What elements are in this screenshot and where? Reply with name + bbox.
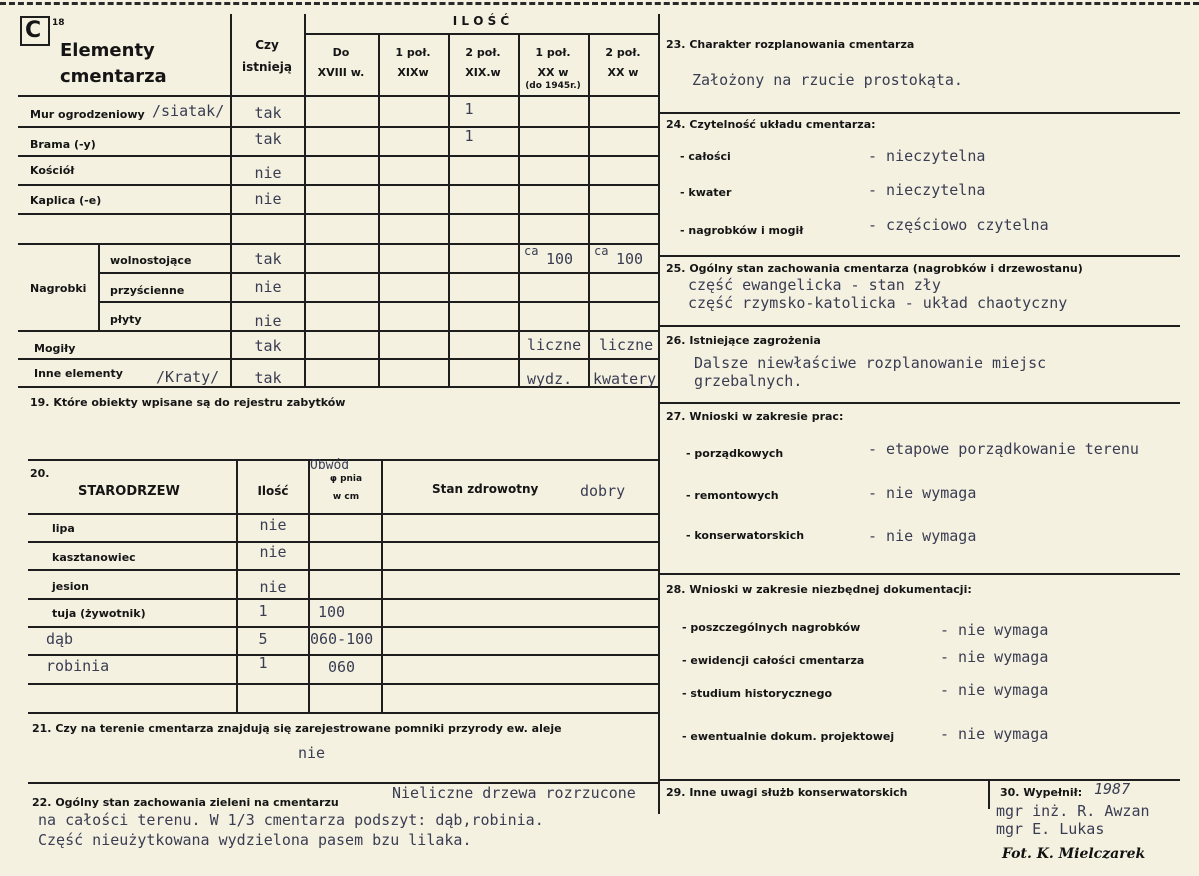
- grid-line: [98, 301, 658, 303]
- grid-line: [660, 325, 1180, 327]
- q25-line1: część ewangelicka - stan zły: [688, 276, 941, 294]
- grid-line: [18, 184, 658, 186]
- q24-b-label: - kwater: [680, 186, 732, 199]
- section-letter: C: [25, 18, 42, 43]
- row-value-plyty: nie: [254, 312, 282, 330]
- q22-line3: Część nieużytkowana wydzielona pasem bzu lilaka.: [38, 831, 472, 849]
- row-label-kosciol: Kościół: [30, 164, 75, 177]
- grid-line: [28, 513, 658, 515]
- q22-line1: Nieliczne drzewa rozrzucone: [392, 784, 636, 802]
- q20-obwod: Obwód: [310, 458, 350, 473]
- q23-label: 23. Charakter rozplanowania cmentarza: [666, 38, 915, 51]
- q25-line2: część rzymsko-katolicka - układ chaotyczny: [688, 294, 1068, 312]
- grid-line: [18, 213, 658, 215]
- tree-cm: 100: [318, 603, 346, 621]
- grid-line: [28, 654, 658, 656]
- row-value-mur: tak: [254, 104, 282, 122]
- q28-a-value: - nie wymaga: [940, 621, 1049, 639]
- row-mogily-col4: liczne: [527, 336, 582, 354]
- q26-label: 26. Istniejące zagrożenia: [666, 334, 821, 347]
- row-inne-col5: kwatery: [593, 370, 657, 388]
- col5-header-1: 2 poł.: [605, 46, 641, 59]
- q26-line2: grzebalnych.: [694, 372, 803, 390]
- q20-title: STARODRZEW: [78, 484, 180, 499]
- grid-line: [304, 33, 658, 35]
- grid-line: [660, 112, 1180, 114]
- row-value-kosciol: nie: [254, 164, 282, 182]
- page-title-line2: cmentarza: [60, 66, 167, 87]
- row-mur-col3: 1: [464, 100, 474, 118]
- ca-label-col4: ca: [524, 244, 539, 258]
- q24-a-label: - całości: [680, 150, 731, 163]
- q30-year: 1987: [1094, 780, 1131, 798]
- tree-qty: nie: [259, 578, 287, 596]
- tree-qty: nie: [259, 543, 287, 561]
- row-wolnostojace-col5: 100: [616, 250, 644, 268]
- q28-d-label: - ewentualnie dokum. projektowej: [682, 730, 895, 743]
- q24-a-value: - nieczytelna: [868, 147, 986, 165]
- col4-header-3: (do 1945r.): [525, 81, 581, 91]
- q24-b-value: - nieczytelna: [868, 181, 986, 199]
- grid-line: [28, 541, 658, 543]
- tree-cm: 060: [328, 658, 356, 676]
- q28-b-label: - ewidencji całości cmentarza: [682, 654, 865, 667]
- grid-line: [448, 34, 450, 386]
- row-label-inne: Inne elementy: [34, 367, 123, 380]
- ilosc-header: I L O Ś Ć: [452, 14, 510, 28]
- grid-line: [378, 34, 380, 386]
- q27-label: 27. Wnioski w zakresie prac:: [666, 410, 844, 423]
- row-label-mogily: Mogiły: [34, 342, 76, 355]
- tree-name: lipa: [52, 522, 75, 535]
- card-number: 18: [52, 18, 65, 28]
- row-label-plyty: płyty: [110, 313, 142, 326]
- col3-header-2: XIX.w: [465, 66, 501, 79]
- grid-line: [18, 95, 658, 97]
- col4-header-1: 1 poł.: [535, 46, 571, 59]
- grid-line: [28, 569, 658, 571]
- row-value-wolnostojace: tak: [254, 250, 282, 268]
- grid-line: [28, 683, 658, 685]
- q20-stan-header: Stan zdrowotny: [432, 482, 539, 496]
- q20-number: 20.: [30, 467, 50, 480]
- row-value-inne: tak: [254, 369, 282, 387]
- row-label-brama: Brama (-y): [30, 138, 96, 151]
- q24-c-value: - częściowo czytelna: [868, 216, 1049, 234]
- ca-label-col5: ca: [594, 244, 609, 258]
- row-value-kaplica: nie: [254, 190, 282, 208]
- col2-header-1: 1 poł.: [395, 46, 431, 59]
- row-note-mur: /siatak/: [152, 102, 225, 120]
- q28-c-value: - nie wymaga: [940, 681, 1049, 699]
- row-inne-col4: wydz.: [527, 370, 573, 388]
- col1-header-1: Do: [332, 46, 350, 59]
- row-label-kaplica: Kaplica (-e): [30, 194, 102, 207]
- q28-label: 28. Wnioski w zakresie niezbędnej dokumentacji:: [666, 583, 972, 596]
- tree-name: kasztanowiec: [52, 551, 136, 564]
- photo-signature: Fot. K. Mielczarek: [1002, 846, 1146, 862]
- row-brama-col3: 1: [464, 127, 474, 145]
- top-border: [0, 2, 1199, 5]
- row-note-inne: /Kraty/: [156, 368, 220, 386]
- q28-a-label: - poszczególnych nagrobków: [682, 621, 861, 634]
- grid-line: [988, 779, 990, 809]
- grid-line: [98, 272, 658, 274]
- row-value-mogily: tak: [254, 337, 282, 355]
- row-mogily-col5: liczne: [599, 336, 654, 354]
- q28-d-value: - nie wymaga: [940, 725, 1049, 743]
- q27-a-label: - porządkowych: [686, 447, 784, 460]
- q27-c-value: - nie wymaga: [868, 527, 977, 545]
- row-value-przyscienne: nie: [254, 278, 282, 296]
- q28-b-value: - nie wymaga: [940, 648, 1049, 666]
- q27-b-value: - nie wymaga: [868, 484, 977, 502]
- tree-name: robinia: [46, 657, 110, 675]
- q27-b-label: - remontowych: [686, 489, 779, 502]
- q30-line2: mgr E. Lukas: [996, 820, 1105, 838]
- tree-cm: 060-100: [310, 630, 374, 648]
- page-title-line1: Elementy: [60, 40, 155, 61]
- q25-label: 25. Ogólny stan zachowania cmentarza (nagrobków i drzewostanu): [666, 262, 1083, 275]
- tree-qty: nie: [259, 516, 287, 534]
- q27-c-label: - konserwatorskich: [686, 529, 805, 542]
- row-label-mur: Mur ogrodzeniowy: [30, 108, 145, 121]
- tree-name: tuja (żywotnik): [52, 607, 146, 620]
- exists-header-2: istnieją: [242, 60, 292, 74]
- grid-line: [660, 255, 1180, 257]
- q21-answer: nie: [298, 744, 326, 762]
- grid-line: [660, 402, 1180, 404]
- q28-c-label: - studium historycznego: [682, 687, 833, 700]
- col5-header-2: XX w: [607, 66, 639, 79]
- q20-stan-value: dobry: [580, 482, 626, 500]
- row-label-przyscienne: przyścienne: [110, 284, 185, 297]
- q19-label: 19. Które obiekty wpisane są do rejestru zabytków: [30, 396, 346, 409]
- q23-answer: Założony na rzucie prostokąta.: [692, 71, 963, 89]
- q24-c-label: - nagrobków i mogił: [680, 224, 804, 237]
- q20-wcm: w cm: [332, 492, 360, 502]
- q22-label: 22. Ogólny stan zachowania zieleni na cmentarzu: [32, 796, 339, 809]
- grid-line: [18, 155, 658, 157]
- grid-line: [28, 626, 658, 628]
- q26-line1: Dalsze niewłaściwe rozplanowanie miejsc: [694, 354, 1047, 372]
- tree-qty: 5: [258, 630, 268, 648]
- q21-label: 21. Czy na terenie cmentarza znajdują się zarejestrowane pomniki przyrody ew. aleje: [32, 722, 562, 735]
- row-value-brama: tak: [254, 130, 282, 148]
- q20-phi: φ pnia: [329, 474, 363, 484]
- exists-header-1: Czy: [255, 38, 279, 52]
- tree-qty: 1: [258, 654, 268, 672]
- col4-header-2: XX w: [537, 66, 569, 79]
- grid-line: [18, 358, 658, 360]
- grid-line: [28, 712, 658, 714]
- tree-name: dąb: [46, 630, 74, 648]
- q22-line2: na całości terenu. W 1/3 cmentarza podszyt: dąb,robinia.: [38, 811, 544, 829]
- row-label-wolnostojace: wolnostojące: [110, 254, 192, 267]
- grid-line: [588, 34, 590, 386]
- section-letter-box: [20, 16, 50, 46]
- tree-name: jesion: [52, 580, 89, 593]
- grid-line: [18, 243, 658, 245]
- q24-label: 24. Czytelność układu cmentarza:: [666, 118, 876, 131]
- grid-line: [18, 126, 658, 128]
- q29-label: 29. Inne uwagi służb konserwatorskich: [666, 786, 908, 799]
- center-divider: [658, 14, 660, 814]
- grid-line: [18, 330, 658, 332]
- q20-ilosc-header: Ilość: [257, 484, 289, 498]
- col3-header-1: 2 poł.: [465, 46, 501, 59]
- col2-header-2: XIXw: [397, 66, 429, 79]
- row-label-nagrobki: Nagrobki: [30, 282, 87, 295]
- grid-line: [98, 244, 100, 330]
- tree-qty: 1: [258, 602, 268, 620]
- grid-line: [660, 573, 1180, 575]
- col1-header-2: XVIII w.: [317, 66, 365, 79]
- q30-line1: mgr inż. R. Awzan: [996, 802, 1150, 820]
- row-wolnostojace-col4: 100: [546, 250, 574, 268]
- grid-line: [28, 598, 658, 600]
- q30-label: 30. Wypełnił:: [1000, 786, 1083, 799]
- q27-a-value: - etapowe porządkowanie terenu: [868, 440, 1139, 458]
